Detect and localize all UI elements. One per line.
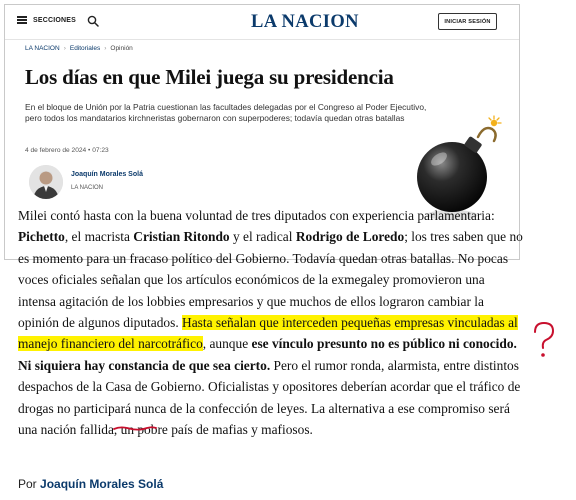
hamburger-icon (17, 16, 27, 24)
body-text-segment: y el radical (229, 229, 296, 245)
body-text-segment: , aunque (202, 336, 252, 352)
breadcrumb-separator: › (104, 45, 107, 52)
highlighted-sentence: Hasta señalan que interceden pequeñas empresas vinculadas al manejo financiero del narcotráfico (18, 315, 518, 352)
bold-sentence: ese vínculo presunto no es público ni conocido. Ni siquiera hay constancia de que sea cierto. (18, 336, 517, 373)
byline-author-link[interactable]: Joaquín Morales Solá (40, 477, 164, 491)
article-body-excerpt (18, 205, 523, 440)
body-text-segment: Milei contó hasta con la buena voluntad de tres diputados con experiencia parlamentaria: (18, 208, 495, 223)
person-name: Rodrigo de Loredo (295, 229, 405, 245)
breadcrumb-home[interactable]: LA NACION (25, 45, 60, 52)
article-byline (18, 477, 163, 491)
article-date: 4 de febrero de 2024 • 07:23 (25, 147, 109, 154)
breadcrumb-current: Opinión (110, 45, 133, 52)
byline-prefix: Por (18, 477, 37, 491)
red-underline-annotation (113, 424, 157, 432)
author-name-link[interactable]: Joaquín Morales Solá (71, 171, 143, 178)
article-title: Los días en que Milei juega su presidencia (25, 65, 394, 89)
breadcrumb-section[interactable]: Editoriales (69, 45, 101, 52)
breadcrumb-separator: › (63, 45, 66, 52)
login-button[interactable]: INICIAR SESIÓN (438, 13, 497, 30)
sections-label: SECCIONES (33, 16, 77, 24)
body-text-segment: Pero el rumor ronda, alarmista, entre distintos despachos de la Casa de Gobierno. Oficialistas y opositores deberían acordar que el tráfico de drogas no participará nunca de la confección de leyes. La alternativa a ese compromiso será una nación fallida, un pobre país de mafias y mafiosos. (18, 357, 521, 438)
sections-menu-button[interactable] (17, 16, 76, 24)
site-logo[interactable]: LA NACION (251, 12, 359, 32)
question-mark-annotation (528, 320, 560, 360)
body-text-segment: ; los tres saben que no es momento para un fracaso político del Gobierno. Todavía quedan otras batallas. No pocas voces oficiales señalan que los artículos económicos de la exmegaley promovieron una intensa agitación de los lobbies empresarios y que muchos de ellos lograron cambiar la opinión de algunos diputados. (18, 229, 523, 331)
author-org: LA NACION (71, 185, 104, 191)
breadcrumb (25, 45, 133, 52)
person-name: Cristian Ritondo (133, 229, 230, 245)
body-text-segment: , el macrista (64, 229, 134, 245)
author-portrait-icon (29, 165, 63, 199)
search-icon[interactable] (87, 15, 99, 27)
person-name: Pichetto (18, 229, 65, 245)
avatar[interactable] (29, 165, 63, 199)
article-subtitle: En el bloque de Unión por la Patria cuestionan las facultades delegadas por el Congreso al Poder Ejecutivo, pero todos los mandatarios kirchneristas gobernaron con superpoderes; todavía quedan otras batallas (25, 102, 427, 124)
site-header (5, 5, 519, 40)
